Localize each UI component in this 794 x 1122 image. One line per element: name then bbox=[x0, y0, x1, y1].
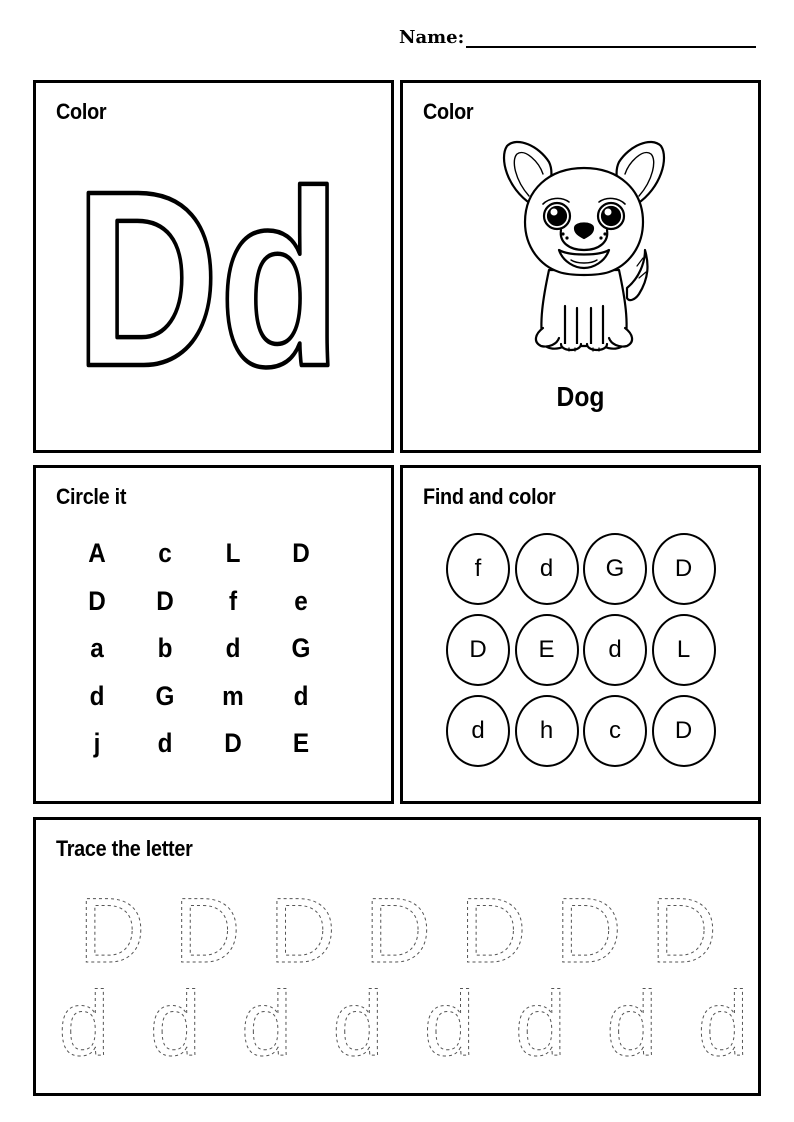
circle-it-letter[interactable]: m bbox=[222, 680, 244, 711]
trace-letter[interactable]: d bbox=[149, 973, 201, 1075]
circle-it-grid bbox=[63, 533, 335, 771]
find-and-color-title: Find and color bbox=[423, 484, 556, 509]
circle-it-letter[interactable]: e bbox=[294, 585, 308, 616]
color-letter-panel bbox=[33, 80, 394, 453]
circle-it-letter[interactable]: D bbox=[292, 538, 310, 568]
circle-it-letter[interactable]: G bbox=[155, 680, 175, 711]
name-line[interactable] bbox=[466, 26, 756, 48]
circle-it-letter[interactable]: D bbox=[156, 585, 174, 616]
color-picture-title: Color bbox=[423, 99, 474, 124]
color-picture-panel bbox=[400, 80, 761, 453]
find-and-color-panel bbox=[400, 465, 761, 804]
circle-it-letter[interactable]: a bbox=[90, 633, 104, 663]
find-and-color-grid bbox=[446, 533, 720, 776]
trace-letter[interactable]: D bbox=[269, 880, 336, 982]
trace-letter[interactable]: D bbox=[174, 880, 241, 982]
circle-it-letter[interactable]: D bbox=[224, 728, 242, 758]
circle-it-letter[interactable]: b bbox=[157, 633, 173, 663]
dog-illustration[interactable] bbox=[499, 138, 669, 358]
circle-it-title: Circle it bbox=[56, 484, 127, 509]
circle-it-letter[interactable]: D bbox=[88, 585, 106, 616]
letter-bubble[interactable]: D bbox=[652, 695, 716, 767]
letter-bubble[interactable]: c bbox=[583, 695, 647, 767]
color-letter-title: Color bbox=[56, 99, 107, 124]
circle-it-letter[interactable]: A bbox=[88, 538, 106, 568]
trace-letter[interactable]: D bbox=[650, 880, 718, 982]
circle-it-letter[interactable]: L bbox=[225, 538, 241, 568]
trace-letter[interactable]: d bbox=[606, 973, 658, 1075]
letter-bubble[interactable]: d bbox=[583, 614, 647, 686]
circle-it-letter[interactable]: d bbox=[293, 680, 309, 711]
trace-letter[interactable]: d bbox=[241, 973, 293, 1075]
circle-it-panel bbox=[33, 465, 394, 804]
trace-letter-panel bbox=[33, 817, 761, 1096]
circle-it-letter[interactable]: j bbox=[93, 728, 101, 758]
trace-letter[interactable]: d bbox=[332, 973, 384, 1075]
outlined-letters-text: Dd bbox=[75, 139, 341, 418]
letter-bubble[interactable]: L bbox=[652, 614, 716, 686]
letter-bubble[interactable]: d bbox=[446, 695, 510, 767]
name-label: Name: bbox=[399, 27, 465, 48]
letter-bubble[interactable]: D bbox=[446, 614, 510, 686]
trace-letter[interactable]: D bbox=[459, 880, 527, 982]
trace-letter[interactable]: D bbox=[364, 880, 432, 982]
letter-bubble[interactable]: G bbox=[583, 533, 647, 605]
trace-letter-title: Trace the letter bbox=[56, 836, 193, 861]
trace-letter[interactable]: d bbox=[697, 973, 749, 1075]
circle-it-letter[interactable]: f bbox=[228, 585, 238, 616]
trace-letter[interactable]: d bbox=[514, 973, 567, 1075]
trace-letter[interactable]: d bbox=[58, 973, 110, 1075]
dog-caption: Dog bbox=[556, 381, 605, 412]
letter-bubble[interactable]: f bbox=[446, 533, 510, 605]
circle-it-letter[interactable]: d bbox=[157, 728, 173, 758]
circle-it-letter[interactable]: c bbox=[158, 538, 172, 568]
name-field bbox=[399, 26, 756, 48]
circle-it-letter[interactable]: G bbox=[291, 633, 311, 663]
circle-it-letter[interactable]: d bbox=[89, 680, 105, 711]
circle-it-letter[interactable]: d bbox=[225, 633, 241, 663]
outlined-letters[interactable] bbox=[36, 83, 391, 450]
circle-it-letter[interactable]: E bbox=[292, 728, 310, 758]
trace-area[interactable] bbox=[36, 820, 758, 1093]
letter-bubble[interactable]: h bbox=[515, 695, 579, 767]
letter-bubble[interactable]: E bbox=[515, 614, 579, 686]
letter-bubble[interactable]: d bbox=[515, 533, 579, 605]
trace-letter[interactable]: d bbox=[423, 973, 475, 1075]
trace-letter[interactable]: D bbox=[78, 880, 146, 982]
trace-letter[interactable]: D bbox=[555, 880, 622, 982]
letter-bubble[interactable]: D bbox=[652, 533, 716, 605]
